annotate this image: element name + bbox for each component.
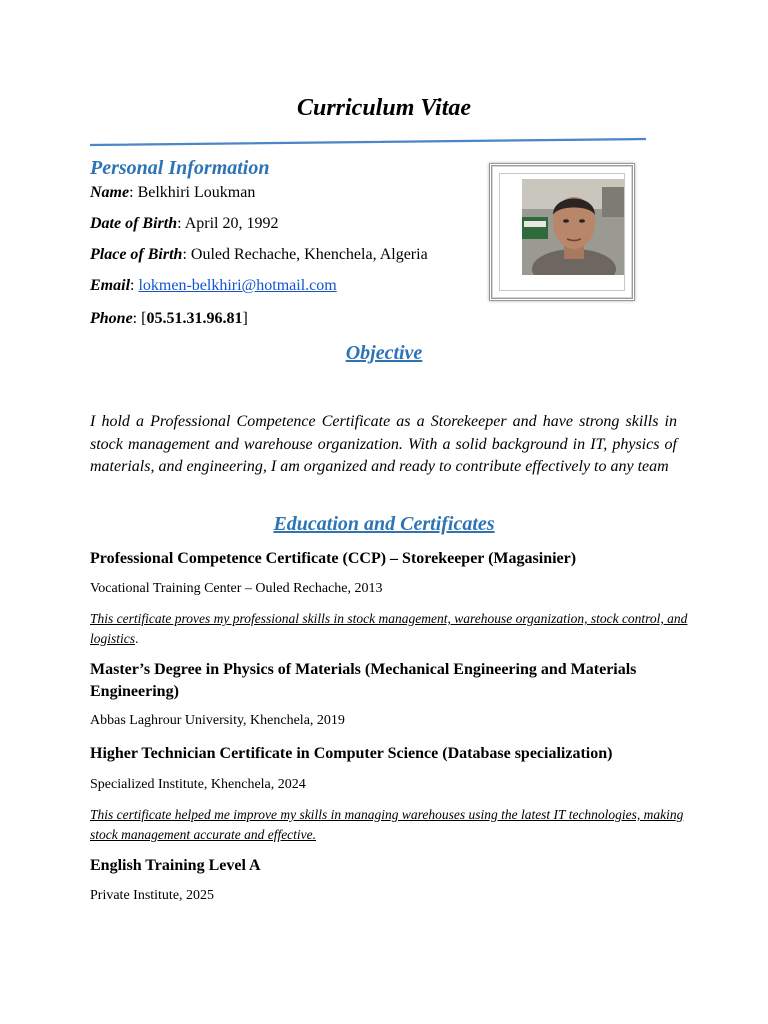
title-divider (90, 134, 646, 150)
profile-photo (522, 179, 624, 275)
pob-label: Place of Birth (90, 246, 183, 263)
education-item-title: English Training Level A (90, 857, 261, 874)
phone-value: 05.51.31.96.81 (146, 310, 243, 327)
phone-line: Phone: [05.51.31.96.81] (90, 310, 248, 327)
dob-line: Date of Birth: April 20, 1992 (90, 215, 279, 232)
education-item-institution: Vocational Training Center – Ouled Rechache, 2013 (90, 581, 383, 596)
name-value: Belkhiri Loukman (137, 184, 256, 201)
education-item-title: Higher Technician Certificate in Computer Science (Database specialization) (90, 745, 613, 762)
phone-label: Phone (90, 310, 133, 327)
education-item-title: Master’s Degree in Physics of Materials (Mechanical Engineering and Materials Engineering) (90, 661, 637, 700)
document-title: Curriculum Vitae (296, 95, 472, 121)
dob-value: April 20, 1992 (184, 215, 279, 232)
dob-label: Date of Birth (90, 215, 178, 232)
objective-paragraph: I hold a Professional Competence Certificate as a Storekeeper and have strong skills in stock management and warehouse organization. With a solid background in IT, physics of materials, and engineering, I am organized and ready to contribute effectively to any team (90, 413, 677, 476)
profile-photo-frame (489, 163, 635, 301)
education-item-institution: Private Institute, 2025 (90, 888, 215, 903)
education-heading: Education and Certificates (273, 513, 495, 535)
photo-inner-border (499, 173, 625, 291)
personal-info-heading: Personal Information (90, 157, 270, 179)
pob-value: Ouled Rechache, Khenchela, Algeria (190, 246, 428, 263)
education-item-note: This certificate helped me improve my skills in managing warehouses using the latest IT technologies, making stock management accurate and effective. (90, 807, 684, 842)
education-item-title: Professional Competence Certificate (CCP) – Storekeeper (Magasinier) (90, 550, 577, 567)
education-item-institution: Specialized Institute, Khenchela, 2024 (90, 777, 306, 792)
education-item-institution: Abbas Laghrour University, Khenchela, 2019 (90, 713, 345, 728)
objective-heading: Objective (345, 342, 423, 364)
education-item-note: This certificate proves my professional skills in stock management, warehouse organization, stock control, and logistics. (90, 611, 688, 646)
name-line: Name: Belkhiri Loukman (90, 184, 256, 201)
name-label: Name (90, 184, 130, 201)
email-label: Email (90, 277, 131, 294)
education-item-note-text: This certificate proves my professional skills in stock management, warehouse organization, stock control, and logistics (90, 611, 688, 646)
email-line: Email: lokmen-belkhiri@hotmail.com (90, 277, 337, 294)
email-link[interactable]: lokmen-belkhiri@hotmail.com (138, 277, 337, 294)
pob-line: Place of Birth: Ouled Rechache, Khenchela, Algeria (90, 246, 428, 263)
